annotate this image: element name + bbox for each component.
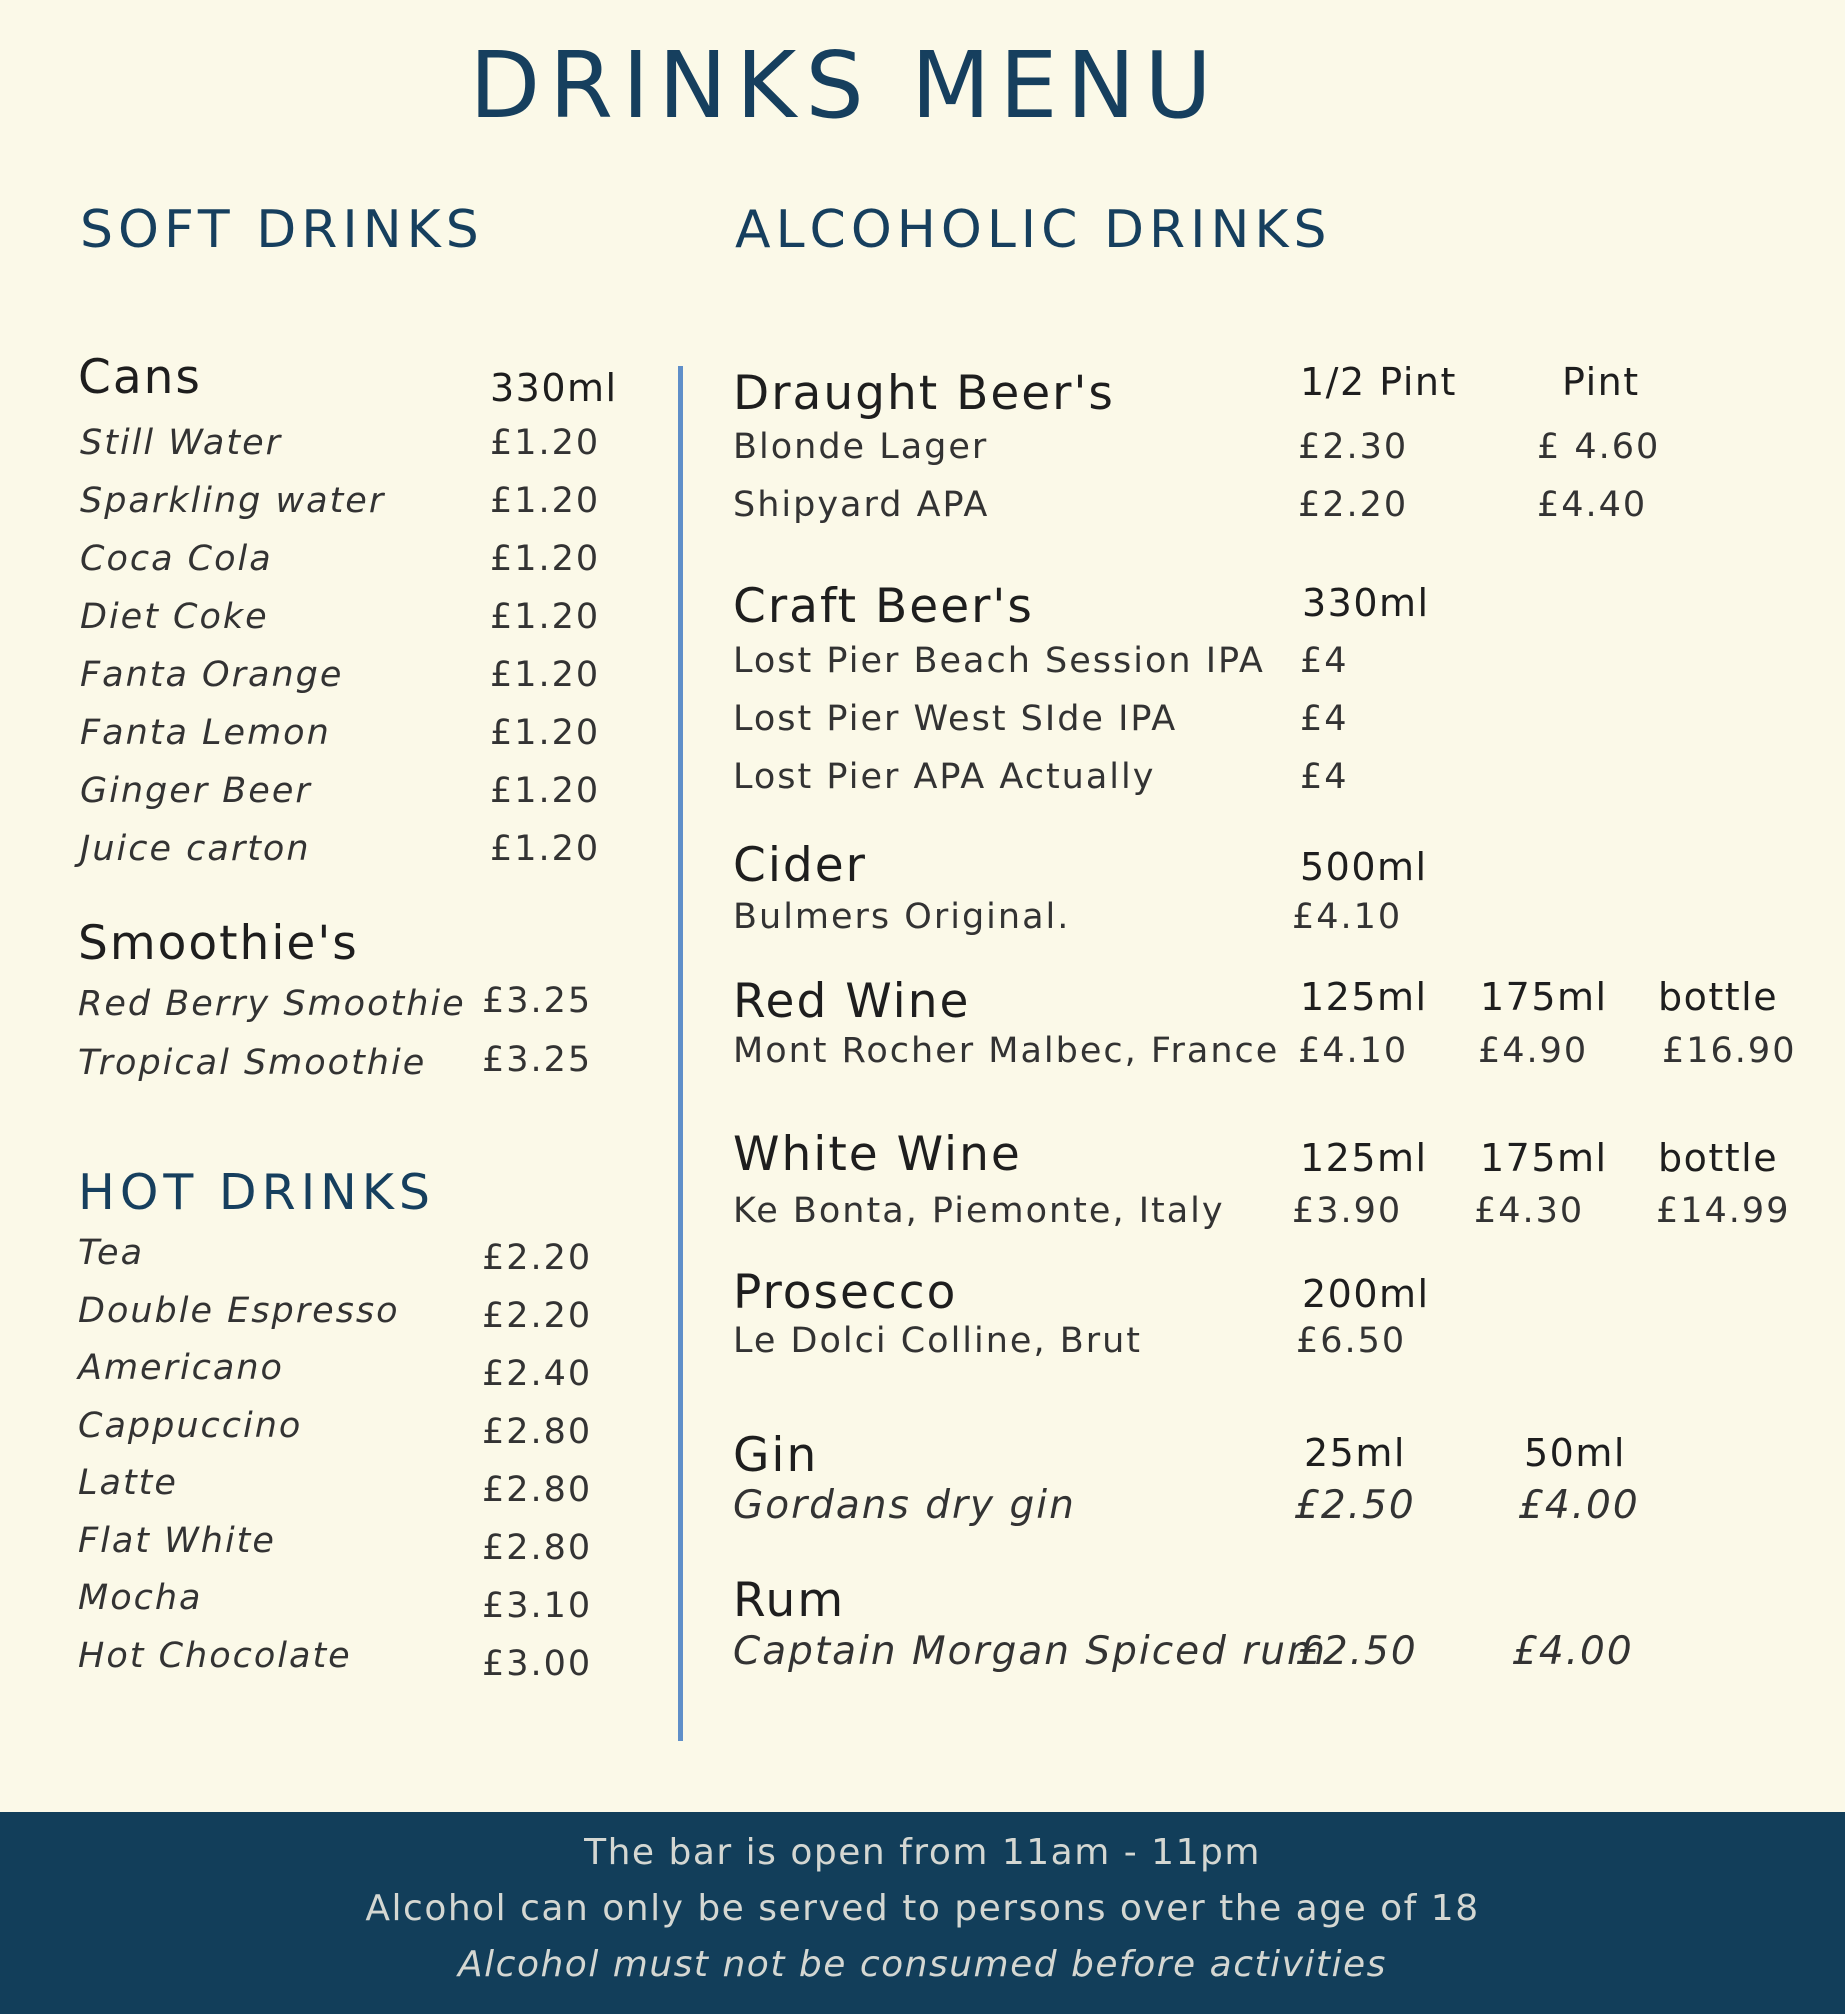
item-price: £2.80 — [482, 1470, 593, 1510]
item-price: £4 — [1300, 641, 1349, 681]
item-price: £1.20 — [490, 771, 601, 811]
list-item: Fanta Orange — [80, 655, 344, 695]
item-price: £2.50 — [1296, 1629, 1418, 1674]
list-item: Diet Coke — [80, 597, 269, 637]
cans-size: 330ml — [490, 366, 618, 410]
size-bottle: bottle — [1658, 975, 1779, 1019]
item-price: £ 4.60 — [1537, 427, 1661, 467]
soft-drinks-heading: SOFT DRINKS — [80, 200, 484, 260]
item-price: £2.30 — [1298, 427, 1409, 467]
item-price: £4.00 — [1512, 1629, 1634, 1674]
item-price: £3.25 — [482, 981, 593, 1021]
item-price: £1.20 — [490, 655, 601, 695]
craft-size: 330ml — [1302, 581, 1430, 625]
draught-beers-label: Draught Beer's — [733, 366, 1115, 421]
prosecco-label: Prosecco — [733, 1265, 958, 1320]
red-wine-label: Red Wine — [733, 974, 971, 1029]
list-item: Tropical Smoothie — [78, 1043, 427, 1083]
cider-label: Cider — [733, 838, 867, 893]
size-125ml: 125ml — [1300, 1136, 1428, 1180]
list-item: Latte — [78, 1463, 178, 1503]
item-price: £2.50 — [1294, 1483, 1416, 1528]
pint-size: Pint — [1562, 360, 1640, 404]
list-item: Flat White — [78, 1521, 276, 1561]
item-price: £2.80 — [482, 1528, 593, 1568]
list-item: Gordans dry gin — [733, 1483, 1076, 1528]
list-item: Double Espresso — [78, 1291, 400, 1331]
item-price: £2.20 — [1298, 485, 1409, 525]
list-item: Still Water — [80, 423, 283, 463]
size-25ml: 25ml — [1304, 1431, 1406, 1475]
size-175ml: 175ml — [1480, 975, 1608, 1019]
list-item: Shipyard APA — [733, 485, 990, 525]
page-title: DRINKS MENU — [469, 32, 1221, 139]
item-price: £1.20 — [490, 481, 601, 521]
item-price: £2.40 — [482, 1354, 593, 1394]
footer-banner — [0, 1812, 1845, 2014]
list-item: Mocha — [78, 1578, 203, 1618]
item-price: £4.90 — [1478, 1031, 1589, 1071]
craft-beers-label: Craft Beer's — [733, 579, 1034, 634]
item-price: £4 — [1300, 757, 1349, 797]
alcoholic-drinks-heading: ALCOHOLIC DRINKS — [735, 200, 1332, 260]
opening-hours-text: The bar is open from 11am - 11pm — [584, 1832, 1261, 1873]
list-item: Mont Rocher Malbec, France — [733, 1031, 1280, 1071]
item-price: £4.30 — [1474, 1191, 1585, 1231]
item-price: £2.20 — [482, 1296, 593, 1336]
item-price: £4.00 — [1518, 1483, 1640, 1528]
age-restriction-text: Alcohol can only be served to persons over the age of 18 — [365, 1888, 1480, 1929]
size-bottle: bottle — [1658, 1136, 1779, 1180]
item-price: £1.20 — [490, 829, 601, 869]
list-item: Americano — [78, 1348, 284, 1388]
list-item: Captain Morgan Spiced rum — [733, 1629, 1328, 1674]
item-price: £1.20 — [490, 713, 601, 753]
item-price: £6.50 — [1296, 1321, 1407, 1361]
list-item: Le Dolci Colline, Brut — [733, 1321, 1143, 1361]
item-price: £4.40 — [1537, 485, 1648, 525]
prosecco-size: 200ml — [1302, 1272, 1430, 1316]
list-item: Sparkling water — [80, 481, 386, 521]
item-price: £16.90 — [1662, 1031, 1797, 1071]
cider-size: 500ml — [1300, 845, 1428, 889]
list-item: Coca Cola — [80, 539, 273, 579]
item-price: £14.99 — [1656, 1191, 1791, 1231]
hot-drinks-heading: HOT DRINKS — [78, 1164, 436, 1221]
list-item: Juice carton — [80, 829, 311, 869]
list-item: Bulmers Original. — [733, 897, 1071, 937]
list-item: Cappuccino — [78, 1406, 303, 1446]
item-price: £3.00 — [482, 1644, 593, 1684]
white-wine-label: White Wine — [733, 1127, 1022, 1182]
item-price: £2.80 — [482, 1412, 593, 1452]
list-item: Tea — [78, 1233, 145, 1273]
list-item: Ke Bonta, Piemonte, Italy — [733, 1191, 1225, 1231]
smoothies-label: Smoothie's — [78, 916, 359, 971]
cans-label: Cans — [78, 350, 202, 405]
item-price: £4.10 — [1298, 1031, 1409, 1071]
item-price: £2.20 — [482, 1238, 593, 1278]
activities-warning-text: Alcohol must not be consumed before activities — [458, 1944, 1387, 1985]
item-price: £3.25 — [482, 1040, 593, 1080]
list-item: Lost Pier West SIde IPA — [733, 699, 1178, 739]
list-item: Blonde Lager — [733, 427, 989, 467]
item-price: £3.90 — [1292, 1191, 1403, 1231]
item-price: £3.10 — [482, 1586, 593, 1626]
gin-label: Gin — [733, 1428, 819, 1483]
item-price: £4.10 — [1292, 897, 1403, 937]
rum-label: Rum — [733, 1573, 846, 1628]
list-item: Red Berry Smoothie — [78, 984, 466, 1024]
list-item: Hot Chocolate — [78, 1636, 352, 1676]
item-price: £1.20 — [490, 539, 601, 579]
item-price: £4 — [1300, 699, 1349, 739]
column-divider — [678, 366, 683, 1741]
list-item: Fanta Lemon — [80, 713, 331, 753]
size-175ml: 175ml — [1480, 1136, 1608, 1180]
list-item: Lost Pier APA Actually — [733, 757, 1156, 797]
list-item: Lost Pier Beach Session IPA — [733, 641, 1265, 681]
size-50ml: 50ml — [1524, 1431, 1626, 1475]
list-item: Ginger Beer — [80, 771, 312, 811]
half-pint-size: 1/2 Pint — [1300, 360, 1457, 404]
item-price: £1.20 — [490, 423, 601, 463]
size-125ml: 125ml — [1300, 975, 1428, 1019]
item-price: £1.20 — [490, 597, 601, 637]
